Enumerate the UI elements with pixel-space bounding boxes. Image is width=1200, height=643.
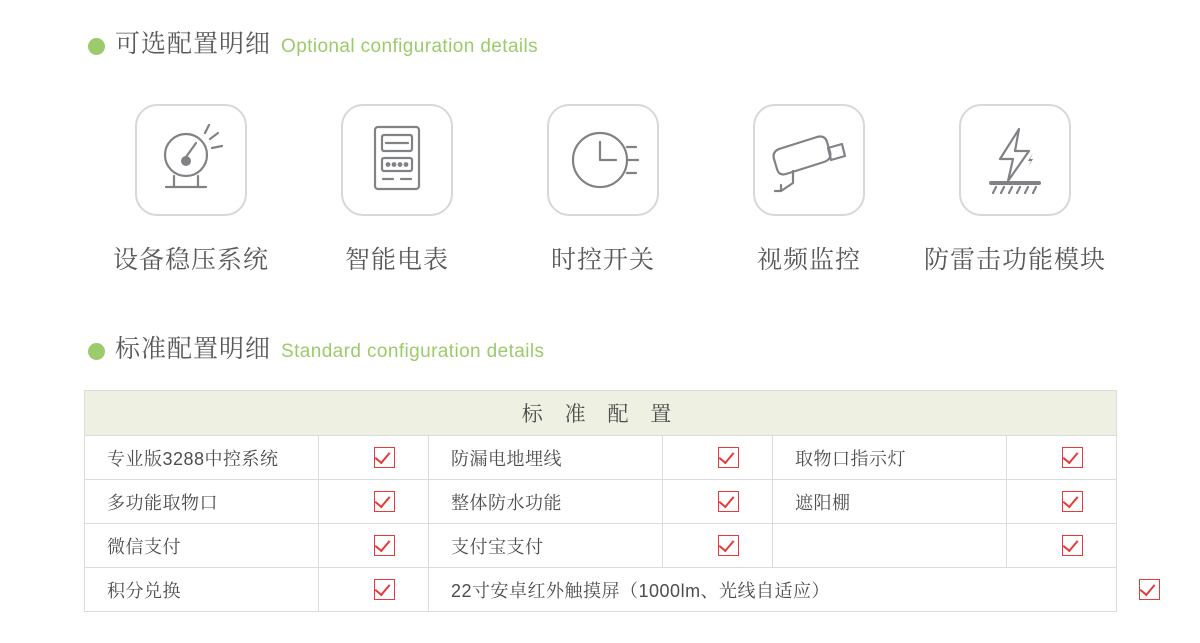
table-title: 标 准 配 置 [85, 391, 1117, 436]
table-row [85, 436, 1117, 480]
checkbox-icon [718, 491, 739, 512]
config-label: 多功能取物口 [85, 480, 319, 524]
checkbox-icon [374, 579, 395, 600]
config-checkbox[interactable] [319, 568, 429, 612]
config-label: 支付宝支付 [429, 524, 663, 568]
config-checkbox[interactable] [319, 524, 429, 568]
optional-item [912, 104, 1118, 276]
optional-item-label: 设备稳压系统 [112, 246, 269, 274]
config-checkbox[interactable] [663, 480, 773, 524]
timer-switch-icon [547, 104, 659, 216]
checkbox-icon [718, 535, 739, 556]
optional-item-label: 视频监控 [756, 246, 861, 274]
config-checkbox[interactable] [319, 436, 429, 480]
bullet-icon [88, 38, 105, 55]
table-title-row [85, 391, 1117, 436]
config-label: 遮阳棚 [773, 480, 1007, 524]
config-checkbox[interactable] [319, 480, 429, 524]
lightning-protection-icon [959, 104, 1071, 216]
checkbox-icon [1062, 491, 1083, 512]
standard-section-heading [88, 337, 544, 362]
bullet-icon [88, 343, 105, 360]
config-label: 整体防水功能 [429, 480, 663, 524]
cctv-camera-icon [753, 104, 865, 216]
table-row [85, 524, 1117, 568]
config-label: 取物口指示灯 [773, 436, 1007, 480]
checkbox-icon [374, 535, 395, 556]
optional-item [706, 104, 912, 276]
config-checkbox[interactable] [1007, 436, 1117, 480]
config-checkbox[interactable] [1007, 524, 1117, 568]
table-row [85, 480, 1117, 524]
checkbox-icon [1139, 579, 1160, 600]
optional-item [500, 104, 706, 276]
checkbox-icon [718, 447, 739, 468]
config-checkbox[interactable] [663, 524, 773, 568]
config-label: 防漏电地埋线 [429, 436, 663, 480]
config-label-wide: 22寸安卓红外触摸屏（1000lm、光线自适应） [429, 568, 1117, 612]
checkbox-icon [1062, 535, 1083, 556]
voltage-stabilizer-icon [135, 104, 247, 216]
optional-title-en: Optional configuration details [281, 36, 539, 57]
optional-item [88, 104, 294, 276]
optional-items-row [88, 104, 1118, 276]
config-label [773, 524, 1007, 568]
checkbox-icon [374, 447, 395, 468]
optional-section-heading [88, 32, 538, 57]
optional-item-label: 防雷击功能模块 [923, 246, 1106, 274]
checkbox-icon [374, 491, 395, 512]
standard-config-table-wrapper [84, 390, 1116, 612]
optional-item [294, 104, 500, 276]
optional-item-label: 时控开关 [550, 246, 655, 274]
config-checkbox[interactable] [1007, 480, 1117, 524]
optional-title-cn: 可选配置明细 [115, 30, 272, 58]
config-checkbox[interactable] [663, 436, 773, 480]
standard-title-en: Standard configuration details [281, 341, 545, 362]
config-label: 积分兑换 [85, 568, 319, 612]
config-label: 微信支付 [85, 524, 319, 568]
smart-meter-icon [341, 104, 453, 216]
optional-item-label: 智能电表 [344, 246, 449, 274]
config-label: 专业版3288中控系统 [85, 436, 319, 480]
standard-config-table [84, 390, 1117, 612]
standard-title-cn: 标准配置明细 [115, 335, 272, 363]
checkbox-icon [1062, 447, 1083, 468]
table-row [85, 568, 1117, 612]
